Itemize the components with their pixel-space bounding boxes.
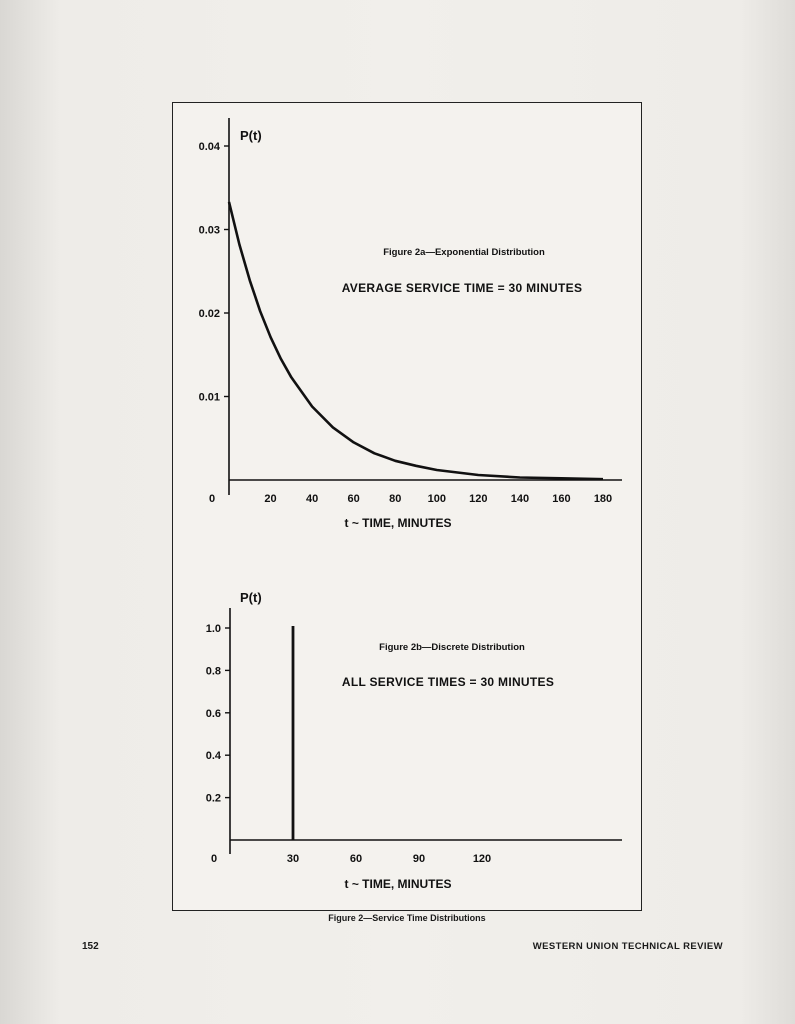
exponential-y-tick-label: 0.02 (198, 308, 220, 320)
exponential-x-tick-label: 180 (593, 493, 613, 505)
discrete-x-axis-label: t ~ TIME, MINUTES (344, 877, 452, 891)
discrete-subtitle: Figure 2b—Discrete Distribution (379, 642, 525, 653)
discrete-x-tick-label: 120 (472, 853, 492, 865)
exponential-y-tick-label: 0.03 (198, 224, 220, 237)
figure-caption: Figure 2—Service Time Distributions (328, 913, 486, 923)
discrete-ticks (206, 623, 491, 865)
discrete-y-tick-label: 0.6 (205, 707, 221, 720)
exponential-x-tick-label: 80 (389, 493, 402, 505)
exponential-y-tick-label: 0.01 (198, 391, 220, 404)
exponential-y-tick-label: 0.04 (198, 141, 220, 153)
page-number: 152 (82, 941, 99, 952)
discrete-y-tick-label: 0.4 (205, 750, 221, 763)
discrete-y-axis-label: P(t) (240, 590, 262, 605)
discrete-x-tick-label: 60 (349, 853, 363, 865)
discrete-x-tick-label: 0 (210, 853, 218, 865)
exponential-y-axis-label: P(t) (240, 128, 262, 143)
exponential-x-tick-label: 20 (264, 493, 277, 505)
exponential-ticks (199, 141, 613, 505)
discrete-y-tick-label: 0.2 (205, 792, 221, 805)
exponential-subtitle: Figure 2a—Exponential Distribution (383, 247, 545, 258)
exponential-x-axis-label: t ~ TIME, MINUTES (344, 516, 452, 530)
exponential-x-tick-label: 60 (347, 493, 360, 505)
exponential-axes (229, 118, 622, 495)
discrete-chart (0, 580, 795, 900)
discrete-annotation: ALL SERVICE TIMES = 30 MINUTES (341, 675, 555, 689)
exponential-x-tick-label: 120 (469, 493, 488, 505)
exponential-x-tick-label: 100 (427, 493, 446, 505)
discrete-x-tick-label: 30 (286, 853, 300, 865)
discrete-x-tick-label: 90 (412, 853, 426, 865)
exponential-annotation: AVERAGE SERVICE TIME = 30 MINUTES (341, 281, 583, 295)
exponential-curve (229, 202, 603, 479)
discrete-y-tick-label: 1.0 (205, 623, 221, 635)
exponential-x-tick-label: 0 (208, 493, 216, 505)
discrete-y-tick-label: 0.8 (205, 665, 221, 678)
journal-name: WESTERN UNION TECHNICAL REVIEW (532, 941, 723, 952)
exponential-x-tick-label: 40 (305, 493, 319, 505)
exponential-x-tick-label: 140 (510, 493, 530, 505)
exponential-x-tick-label: 160 (552, 493, 571, 505)
exponential-chart (0, 110, 795, 540)
